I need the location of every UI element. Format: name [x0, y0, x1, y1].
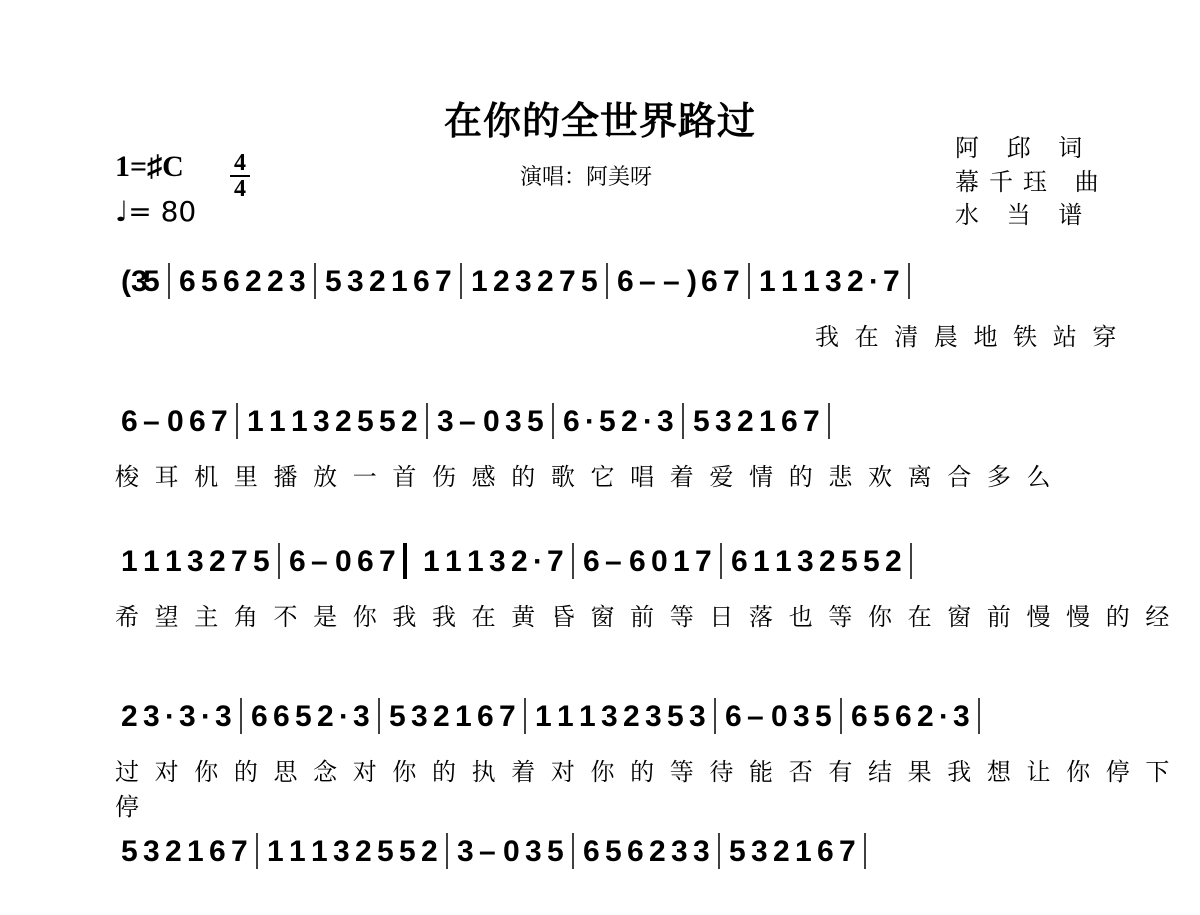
note-5: 5	[143, 265, 160, 298]
sustain-dash: –	[311, 545, 328, 578]
dot: ·	[869, 265, 879, 298]
note-1: 1	[781, 265, 798, 298]
note-1: 1	[673, 545, 690, 578]
note-2: 2	[317, 700, 334, 733]
note-6: 6	[209, 835, 226, 868]
note-3: 3	[411, 700, 428, 733]
note-2: 2	[493, 265, 510, 298]
note-6: 6	[179, 265, 196, 298]
note-1: 1	[247, 405, 264, 438]
lyric-line-2: 梭 耳 机 里 播 放 一 首 伤 感 的 歌 它 唱 着 爱 情 的 悲 欢 离 合 多 么	[115, 463, 1055, 491]
note-5: 5	[399, 835, 416, 868]
note-3: 3	[505, 405, 522, 438]
score-line-1	[0, 255, 1200, 351]
note-7: 7	[435, 265, 452, 298]
lyric-line-1: 我 在 清 晨 地 铁 站 穿	[815, 323, 1121, 351]
note-3: 3	[657, 405, 674, 438]
note-6: 6	[251, 700, 268, 733]
note-7: 7	[723, 265, 740, 298]
note-3: 3	[793, 700, 810, 733]
score-line-2	[0, 395, 1200, 491]
notation-svg-5	[115, 825, 1095, 885]
time-signature	[230, 152, 250, 200]
note-2: 2	[773, 835, 790, 868]
tempo-marking: ♩= 80	[115, 195, 197, 228]
notation-svg-2	[115, 395, 1095, 455]
note-3: 3	[671, 835, 688, 868]
note-3: 3	[645, 700, 662, 733]
note-7: 7	[499, 700, 516, 733]
note-7: 7	[231, 545, 248, 578]
note-3: 3	[353, 700, 370, 733]
note-2: 2	[165, 835, 182, 868]
note-7: 7	[379, 545, 396, 578]
note-6: 6	[617, 265, 634, 298]
note-7: 7	[547, 545, 564, 578]
note-1: 1	[165, 545, 182, 578]
note-6: 6	[357, 545, 374, 578]
note-7: 7	[803, 405, 820, 438]
note-2: 2	[335, 405, 352, 438]
note-6: 6	[895, 700, 912, 733]
dot: ·	[201, 700, 211, 733]
note-3: 3	[215, 700, 232, 733]
score-line-4	[0, 690, 1200, 821]
note-5: 5	[547, 835, 564, 868]
note-5: 5	[873, 700, 890, 733]
notation-line-1	[115, 255, 1095, 315]
notation-line-5	[115, 825, 1095, 885]
note-5: 5	[841, 545, 858, 578]
note-6: 6	[701, 265, 718, 298]
note-6: 6	[817, 835, 834, 868]
note-2: 2	[245, 265, 262, 298]
note-2: 2	[511, 545, 528, 578]
note-6: 6	[273, 700, 290, 733]
note-6: 6	[583, 835, 600, 868]
note-1: 1	[455, 700, 472, 733]
note-1: 1	[291, 405, 308, 438]
note-2: 2	[917, 700, 934, 733]
note-0: 0	[167, 405, 184, 438]
notation-svg-4	[115, 690, 1095, 750]
note-6: 6	[627, 835, 644, 868]
note-6: 6	[223, 265, 240, 298]
note-7: 7	[695, 545, 712, 578]
notation-line-2	[115, 395, 1095, 455]
sustain-dash: –	[605, 545, 622, 578]
note-6: 6	[477, 700, 494, 733]
note-5: 5	[581, 265, 598, 298]
sustain-dash: –	[459, 405, 476, 438]
note-3: 3	[437, 405, 454, 438]
note-5: 5	[667, 700, 684, 733]
note-2: 2	[121, 700, 138, 733]
note-1: 1	[759, 405, 776, 438]
note-2: 2	[537, 265, 554, 298]
note-6: 6	[731, 545, 748, 578]
score-line-5	[0, 825, 1200, 915]
note-0: 0	[651, 545, 668, 578]
lyric-line-3: 希 望 主 角 不 是 你 我 我 在 黄 昏 窗 前 等 日 落 也 等 你 在 窗 前 慢 慢 的 经	[115, 603, 1174, 631]
note-5: 5	[295, 700, 312, 733]
lyricist-credit: 阿 邱 词	[955, 134, 1093, 162]
note-6: 6	[189, 405, 206, 438]
sustain-dash: –	[479, 835, 496, 868]
note-5: 5	[693, 405, 710, 438]
time-signature-bottom: 4	[234, 176, 246, 202]
note-5: 5	[379, 405, 396, 438]
note-3: 3	[525, 835, 542, 868]
note-0: 0	[335, 545, 352, 578]
note-5: 5	[325, 265, 342, 298]
dot: ·	[533, 545, 543, 578]
note-6: 6	[289, 545, 306, 578]
sustain-dash: –	[639, 265, 656, 298]
note-6: 6	[563, 405, 580, 438]
note-3: 3	[187, 545, 204, 578]
note-6: 6	[725, 700, 742, 733]
note-3: 3	[143, 700, 160, 733]
note-5: 5	[389, 700, 406, 733]
note-3: 3	[289, 265, 306, 298]
dot: ·	[339, 700, 349, 733]
note-2: 2	[267, 265, 284, 298]
note-1: 1	[775, 545, 792, 578]
note-2: 2	[421, 835, 438, 868]
note-2: 2	[649, 835, 666, 868]
notation-svg-1	[115, 255, 1095, 315]
song-title: 在你的全世界路过	[443, 99, 756, 143]
note-5: 5	[729, 835, 746, 868]
dot: ·	[585, 405, 595, 438]
note-1: 1	[579, 700, 596, 733]
transcriber-credit: 水 当 谱	[955, 201, 1093, 229]
note-2: 2	[621, 405, 638, 438]
note-1: 1	[557, 700, 574, 733]
note-2: 2	[847, 265, 864, 298]
note-6: 6	[121, 405, 138, 438]
note-3: 3	[797, 545, 814, 578]
note-2: 2	[885, 545, 902, 578]
note-3: 3	[825, 265, 842, 298]
note-2: 2	[369, 265, 386, 298]
note-1: 1	[759, 265, 776, 298]
note-6: 6	[781, 405, 798, 438]
lyric-line-4: 过 对 你 的 思 念 对 你 的 执 着 对 你 的 等 待 能 否 有 结 果 我 想 让 你 停 下 停	[115, 758, 1174, 821]
note-7: 7	[211, 405, 228, 438]
note-1: 1	[753, 545, 770, 578]
note-3: 3	[143, 835, 160, 868]
sustain-dash: –	[663, 265, 680, 298]
note-0: 0	[503, 835, 520, 868]
note-1: 1	[535, 700, 552, 733]
note-1: 1	[143, 545, 160, 578]
note-3: 3	[333, 835, 350, 868]
note-7: 7	[559, 265, 576, 298]
note-6: 6	[413, 265, 430, 298]
note-1: 1	[471, 265, 488, 298]
composer-credit: 幕千珏 曲	[955, 168, 1109, 196]
note-1: 1	[795, 835, 812, 868]
time-signature-top: 4	[234, 150, 246, 176]
note-3: 3	[515, 265, 532, 298]
note-5: 5	[253, 545, 270, 578]
note-3: 3	[457, 835, 474, 868]
note-1: 1	[311, 835, 328, 868]
dot: ·	[643, 405, 653, 438]
note-3: 3	[751, 835, 768, 868]
note-1: 1	[423, 545, 440, 578]
note-2: 2	[737, 405, 754, 438]
note-3: 3	[313, 405, 330, 438]
note-5: 5	[599, 405, 616, 438]
score-line-3	[0, 535, 1200, 631]
note-3: 3	[689, 700, 706, 733]
note-1: 1	[289, 835, 306, 868]
note-1: 1	[445, 545, 462, 578]
sustain-dash: –	[143, 405, 160, 438]
note-3: 3	[601, 700, 618, 733]
note-1: 1	[269, 405, 286, 438]
note-2: 2	[819, 545, 836, 578]
note-5: 5	[377, 835, 394, 868]
note-(3: (3	[121, 265, 148, 298]
note-2: 2	[623, 700, 640, 733]
note-3: 3	[347, 265, 364, 298]
note-3: 3	[953, 700, 970, 733]
note-5: 5	[357, 405, 374, 438]
note-2: 2	[355, 835, 372, 868]
note-3: 3	[715, 405, 732, 438]
notation-svg-3	[115, 535, 1095, 595]
note-3: 3	[179, 700, 196, 733]
notation-line-4	[115, 690, 1095, 750]
note-3: 3	[693, 835, 710, 868]
key-signature: 1=♯C	[115, 150, 184, 183]
dot: ·	[939, 700, 949, 733]
note-5: 5	[605, 835, 622, 868]
note-5: 5	[201, 265, 218, 298]
dot: ·	[165, 700, 175, 733]
note-1: 1	[267, 835, 284, 868]
note-1: 1	[803, 265, 820, 298]
note-6: 6	[583, 545, 600, 578]
note-2: 2	[209, 545, 226, 578]
note-5: 5	[863, 545, 880, 578]
note-1: 1	[467, 545, 484, 578]
note-7: 7	[839, 835, 856, 868]
note-7: 7	[883, 265, 900, 298]
notation-line-3	[115, 535, 1095, 595]
note-0: 0	[483, 405, 500, 438]
note-2: 2	[401, 405, 418, 438]
sustain-dash: –	[747, 700, 764, 733]
note-0: 0	[771, 700, 788, 733]
singer-label: 演唱：阿美呀	[520, 165, 653, 190]
note-1: 1	[121, 545, 138, 578]
note-6: 6	[851, 700, 868, 733]
note-5: 5	[815, 700, 832, 733]
note-6: 6	[629, 545, 646, 578]
note-5: 5	[527, 405, 544, 438]
note-5: 5	[121, 835, 138, 868]
note-): )	[687, 265, 697, 298]
note-2: 2	[433, 700, 450, 733]
note-3: 3	[489, 545, 506, 578]
note-7: 7	[231, 835, 248, 868]
note-1: 1	[391, 265, 408, 298]
note-1: 1	[187, 835, 204, 868]
